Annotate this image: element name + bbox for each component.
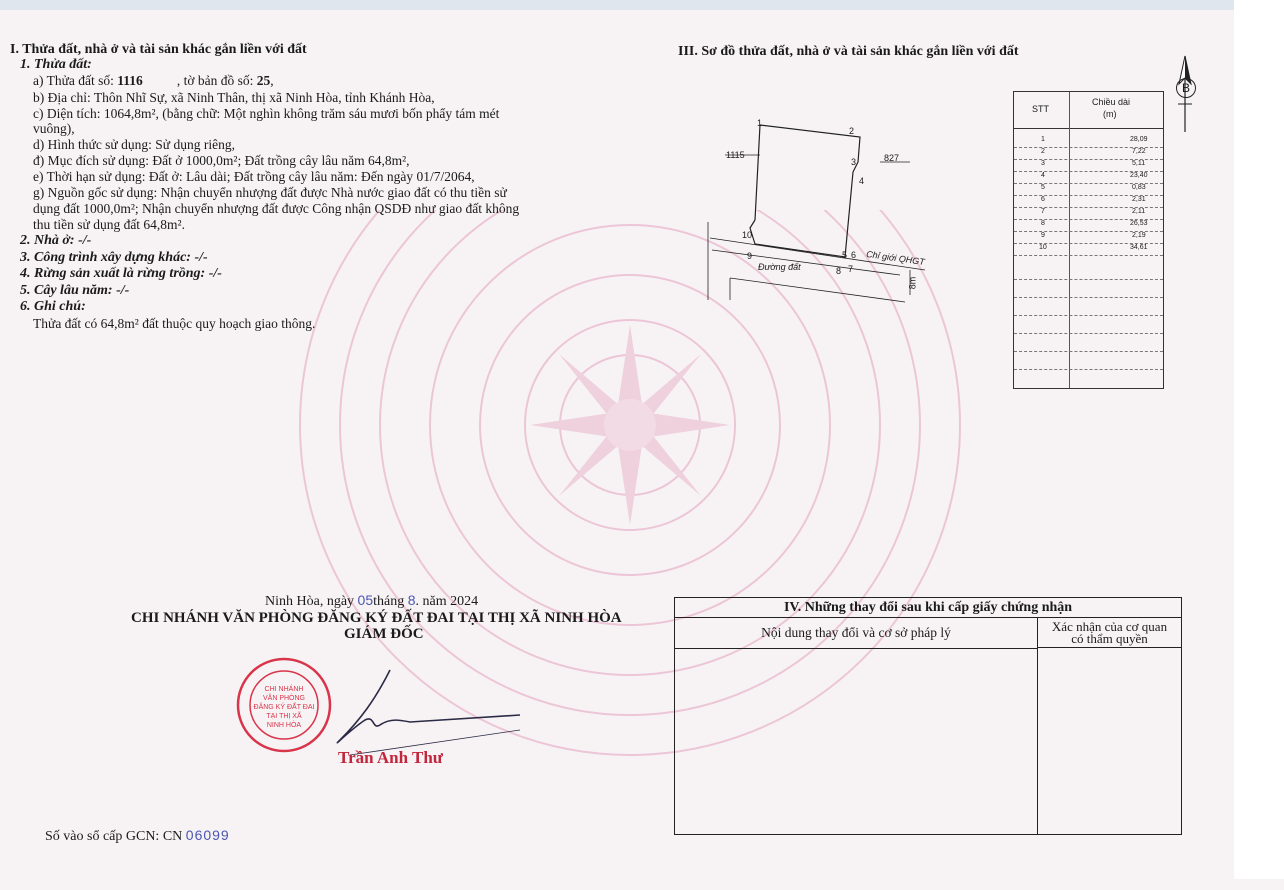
- length-header: Chiều dài: [1092, 97, 1131, 107]
- table-row: 3 5,11: [1014, 160, 1163, 172]
- parcel-sketch: [700, 110, 940, 310]
- origin-line-3: thu tiền sử dụng đất 64,8m².: [33, 217, 185, 232]
- neighbor-parcel-left: 1115: [726, 150, 745, 160]
- notes-text: Thửa đất có 64,8m² đất thuộc quy hoạch giao thông.: [33, 316, 316, 331]
- table-row: 9 2,19: [1014, 232, 1163, 244]
- vertex-10: 10: [742, 230, 753, 240]
- parcel-number: 1116: [117, 73, 143, 88]
- parcel-heading: 1. Thửa đất:: [20, 57, 92, 72]
- table-row: 1 28,09: [1014, 136, 1163, 148]
- vertex-8: 8: [836, 266, 842, 276]
- other-works-heading: 3. Công trình xây dựng khác: -/-: [20, 250, 208, 265]
- vertex-5: 5: [842, 250, 848, 260]
- forest-heading: 4. Rừng sản xuất là rừng trồng: -/-: [20, 266, 222, 281]
- registry-number: Số vào sổ cấp GCN: CN 06099: [45, 827, 230, 844]
- north-label: B: [1176, 78, 1196, 98]
- usage-purpose-line: đ) Mục đích sử dụng: Đất ở 1000,0m²; Đất trồng cây lâu năm 64,8m²,: [33, 153, 410, 168]
- table-row: 6 2,31: [1014, 196, 1163, 208]
- table-row: 2 7,22: [1014, 148, 1163, 160]
- top-scan-band: [0, 0, 1284, 10]
- signer-name: Trần Anh Thư: [338, 748, 444, 767]
- notes-heading: 6. Ghi chú:: [20, 299, 86, 314]
- svg-text:VĂN PHÒNG: VĂN PHÒNG: [262, 695, 306, 702]
- stt-header: STT: [1032, 104, 1049, 114]
- changes-col-content: Nội dung thay đổi và cơ sở pháp lý: [675, 618, 1037, 649]
- signer-role: GIÁM ĐỐC: [344, 626, 424, 642]
- changes-table-title: IV. Những thay đổi sau khi cấp giấy chứng nhận: [675, 598, 1181, 618]
- vertex-7: 7: [848, 264, 854, 274]
- sign-date-month: 8: [407, 592, 416, 608]
- vertex-6: 6: [851, 250, 857, 260]
- vertex-2: 2: [849, 126, 855, 136]
- vertex-1: 1: [757, 118, 763, 128]
- vertex-3: 3: [851, 157, 857, 167]
- changes-col-confirmation: Xác nhận của cơ quan có thẩm quyền: [1038, 618, 1181, 648]
- right-scan-margin: [1234, 0, 1284, 879]
- planning-boundary-label: Chỉ giới QHGT: [865, 248, 926, 268]
- registry-number-value: 06099: [185, 827, 230, 843]
- svg-text:ĐĂNG KÝ ĐẤT ĐAI: ĐĂNG KÝ ĐẤT ĐAI: [253, 704, 315, 711]
- area-line-cont: vuông),: [33, 121, 75, 136]
- edge-length-table-header: [1014, 92, 1163, 129]
- origin-line-2: dụng đất 1000,0m²; Nhận chuyển nhượng đất được Công nhận QSDĐ như giao đất không: [33, 201, 520, 216]
- area-line: c) Diện tích: 1064,8m², (bằng chữ: Một nghìn không trăm sáu mươi bốn phẩy tám mét: [33, 106, 500, 121]
- perennial-heading: 5. Cây lâu năm: -/-: [20, 283, 130, 298]
- parcel-number-line: a) Thửa đất số: 1116 , tờ bản đồ số: 25,: [33, 73, 274, 88]
- table-row: 8 26,53: [1014, 220, 1163, 232]
- edge-length-table: [1013, 91, 1164, 389]
- sign-date-day: 05: [357, 592, 374, 608]
- handwritten-signature: [290, 660, 530, 760]
- table-row: 10 34,61: [1014, 244, 1163, 256]
- changes-table: [674, 597, 1182, 835]
- usage-term-line: e) Thời hạn sử dụng: Đất ở: Lâu dài; Đất trồng cây lâu năm: Đến ngày 01/7/2064,: [33, 169, 475, 184]
- house-heading: 2. Nhà ở: -/-: [20, 233, 92, 248]
- neighbor-parcel-right: 827: [884, 153, 900, 163]
- svg-text:CHI NHÁNH: CHI NHÁNH: [264, 686, 304, 693]
- usage-form-line: d) Hình thức sử dụng: Sử dụng riêng,: [33, 137, 235, 152]
- section1-title: I. Thửa đất, nhà ở và tài sản khác gắn liền với đất: [10, 42, 307, 57]
- road-width-label: 8m: [907, 276, 918, 290]
- table-row: 4 23,40: [1014, 172, 1163, 184]
- table-row: 5 0,83: [1014, 184, 1163, 196]
- sign-date: Ninh Hòa, ngày 05tháng 8. năm 2024: [265, 592, 479, 609]
- vertex-9: 9: [747, 251, 753, 261]
- length-unit-header: (m): [1103, 109, 1117, 119]
- address-line: b) Địa chỉ: Thôn Nhĩ Sự, xã Ninh Thân, thị xã Ninh Hòa, tỉnh Khánh Hòa,: [33, 90, 435, 105]
- road-label: Đường đất: [758, 262, 801, 272]
- issuing-office: CHI NHÁNH VĂN PHÒNG ĐĂNG KÝ ĐẤT ĐAI TẠI THỊ XÃ NINH HÒA: [131, 610, 622, 626]
- origin-line-1: g) Nguồn gốc sử dụng: Nhận chuyển nhượng đất được Nhà nước giao đất có thu tiền sử: [33, 185, 507, 200]
- svg-text:TẠI THỊ XÃ: TẠI THỊ XÃ: [266, 713, 302, 720]
- table-row: 7 2,11: [1014, 208, 1163, 220]
- svg-text:NINH HÒA: NINH HÒA: [266, 722, 302, 729]
- map-sheet-number: 25: [256, 73, 271, 88]
- vertex-4: 4: [859, 176, 865, 186]
- section3-title: III. Sơ đồ thửa đất, nhà ở và tài sản khác gắn liền với đất: [678, 44, 1019, 59]
